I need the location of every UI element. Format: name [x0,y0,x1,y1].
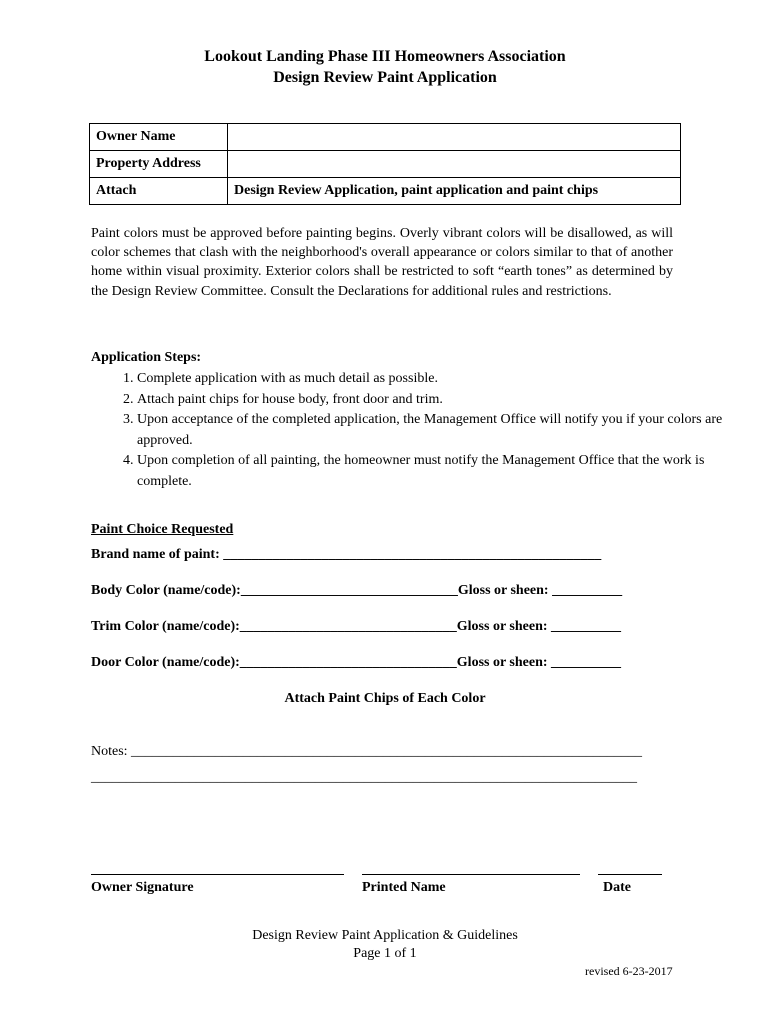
property-address-field[interactable] [228,151,681,178]
owner-name-label: Owner Name [90,124,228,151]
date-label: Date [603,880,631,895]
intro-paragraph: Paint colors must be approved before painting begins. Overly vibrant colors will be disallowed, as will color schemes that clash with the neighborhood's overall appearance or colors similar to that of another home within visual proximity. Exterior colors shall be restricted to soft “earth tones” as determined by the Design Review Committee. Consult the Declarations for additional rules and restrictions. [91,226,673,299]
document-title: Lookout Landing Phase III Homeowners Association [204,48,566,65]
attach-label: Attach [90,178,228,205]
property-address-label: Property Address [90,151,228,178]
door-color-field[interactable]: Door Color (name/code):_______________________________Gloss or sheen: __________ [91,655,622,670]
paint-choice-heading: Paint Choice Requested [91,522,234,537]
footer-title: Design Review Paint Application & Guidelines [252,928,518,943]
page-number: Page 1 of 1 [353,946,417,961]
application-steps-heading: Application Steps: [91,350,202,365]
printed-name-line[interactable] [362,874,580,875]
table-row [90,124,681,151]
list-item: 4. Upon completion of all painting, the homeowner must notify the Management Office that the work is complete. [137,451,727,492]
document-subtitle: Design Review Paint Application [273,69,497,86]
revision-date: revised 6-23-2017 [585,964,673,978]
attach-value: Design Review Application, paint application and paint chips [228,178,681,205]
notes-field[interactable]: Notes: _________________________________________________________________________ [91,744,643,759]
trim-color-field[interactable]: Trim Color (name/code):_______________________________Gloss or sheen: __________ [91,619,622,634]
notes-field-continued[interactable]: ______________________________________________________________________________ [91,770,637,785]
date-line[interactable] [598,874,662,875]
owner-signature-line[interactable] [91,874,344,875]
table-row [90,151,681,178]
attach-chips-note: Attach Paint Chips of Each Color [284,691,486,706]
list-item: 3. Upon acceptance of the completed application, the Management Office will notify you if your colors are approved. [137,410,727,451]
list-item: 2. Attach paint chips for house body, front door and trim. [137,390,727,411]
owner-info-table [89,123,681,205]
printed-name-label: Printed Name [362,880,446,895]
body-color-field[interactable]: Body Color (name/code):_______________________________Gloss or sheen: __________ [91,583,623,598]
list-item: 1. Complete application with as much detail as possible. [137,369,727,390]
table-row [90,178,681,205]
brand-name-field[interactable]: Brand name of paint: ______________________________________________________ [91,547,602,562]
application-steps-list [91,369,727,492]
owner-name-field[interactable] [228,124,681,151]
owner-signature-label: Owner Signature [91,880,194,895]
